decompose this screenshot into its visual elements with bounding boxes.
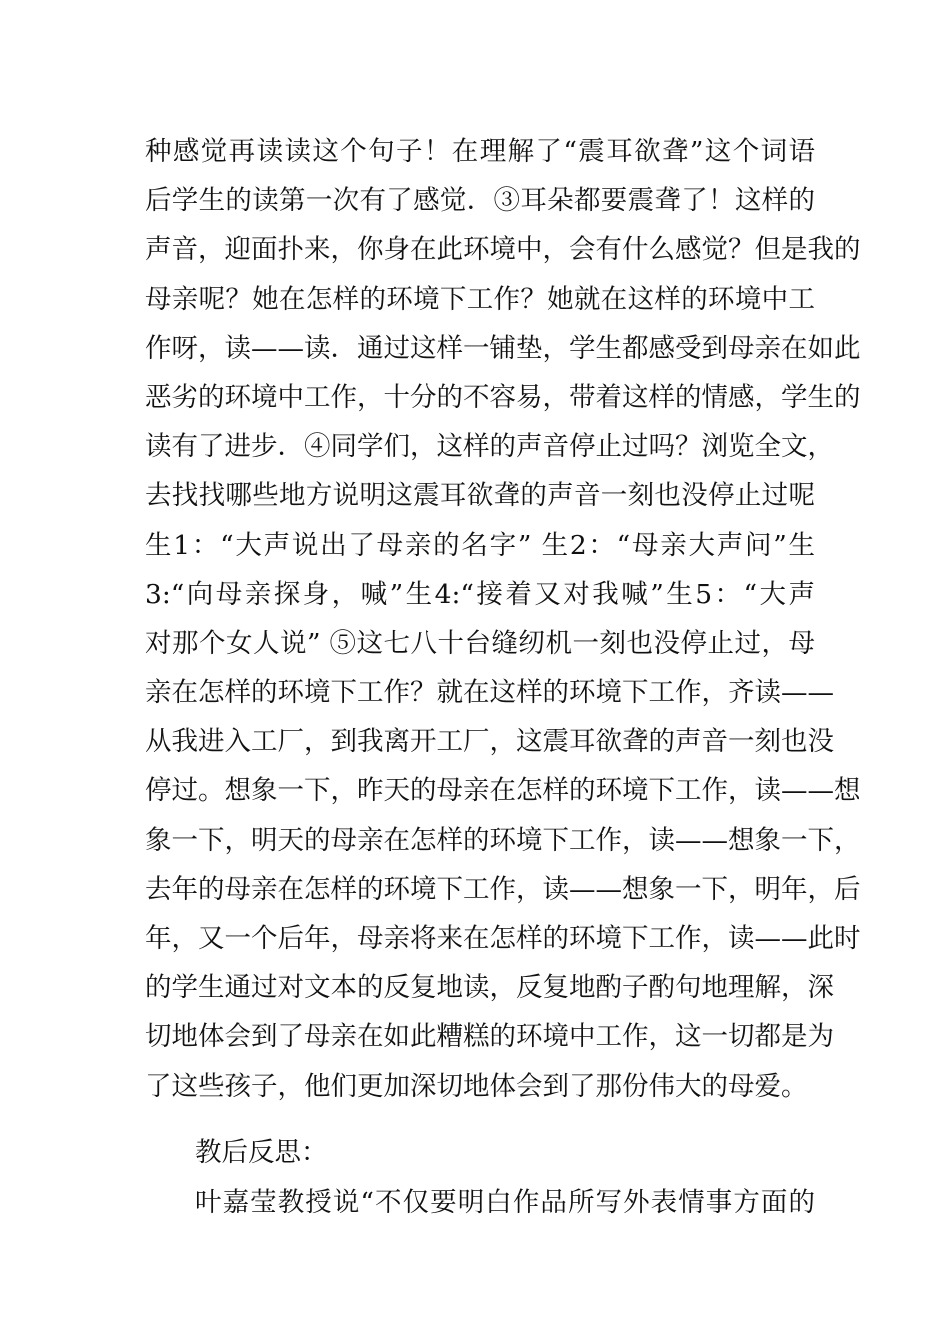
paragraph-line: 去年的母亲在怎样的环境下工作，读——想象一下，明年，后 bbox=[145, 873, 861, 905]
paragraph-line: 亲在怎样的环境下工作？就在这样的环境下工作，齐读—— bbox=[145, 677, 834, 709]
paragraph-line: 象一下，明天的母亲在怎样的环境下工作，读——想象一下， bbox=[145, 824, 861, 856]
paragraph-line: 声音，迎面扑来，你身在此环境中，会有什么感觉？但是我的 bbox=[145, 234, 861, 266]
main-paragraph bbox=[145, 127, 861, 1111]
paragraph-line: 恶劣的环境中工作，十分的不容易，带着这样的情感，学生的 bbox=[145, 381, 861, 413]
paragraph-line: 对那个女人说” ⑤这七八十台缝纫机一刻也没停止过，母 bbox=[145, 627, 815, 659]
paragraph-line: 去找找哪些地方说明这震耳欲聋的声音一刻也没停止过呢 bbox=[145, 480, 815, 512]
paragraph-line: 了这些孩子，他们更加深切地体会到了那份伟大的母爱。 bbox=[145, 1070, 808, 1102]
paragraph-line: 从我进入工厂，到我离开工厂，这震耳欲聋的声音一刻也没 bbox=[145, 726, 834, 758]
paragraph-line: 种感觉再读读这个句子！在理解了“震耳欲聋”这个词语 bbox=[145, 136, 815, 167]
paragraph-line: 作呀，读——读．通过这样一铺垫，学生都感受到母亲在如此 bbox=[145, 332, 861, 364]
next-paragraph-line: 叶嘉莹教授说“不仅要明白作品所写外表情事方面的 bbox=[195, 1187, 815, 1218]
paragraph-line: 后学生的读第一次有了感觉．③耳朵都要震聋了！这样的 bbox=[145, 185, 815, 217]
section-heading: 教后反思： bbox=[195, 1137, 328, 1168]
paragraph-line: 年，又一个后年，母亲将来在怎样的环境下工作，读——此时 bbox=[145, 923, 861, 954]
paragraph-line: 生1：“大声说出了母亲的名字” 生2：“母亲大声问”生 bbox=[145, 529, 815, 561]
paragraph-line: 读有了进步．④同学们，这样的声音停止过吗？浏览全文， bbox=[145, 431, 834, 463]
paragraph-line: 母亲呢？她在怎样的环境下工作？她就在这样的环境中工 bbox=[145, 283, 815, 315]
paragraph-line: 切地体会到了母亲在如此糟糕的环境中工作，这一切都是为 bbox=[145, 1021, 834, 1053]
paragraph-line: 的学生通过对文本的反复地读，反复地酌子酌句地理解，深 bbox=[145, 972, 834, 1004]
paragraph-line: 3:“向母亲探身，喊”生4:“接着又对我喊”生5：“大声 bbox=[145, 578, 815, 610]
paragraph-line: 停过。想象一下，昨天的母亲在怎样的环境下工作，读——想 bbox=[145, 775, 861, 807]
